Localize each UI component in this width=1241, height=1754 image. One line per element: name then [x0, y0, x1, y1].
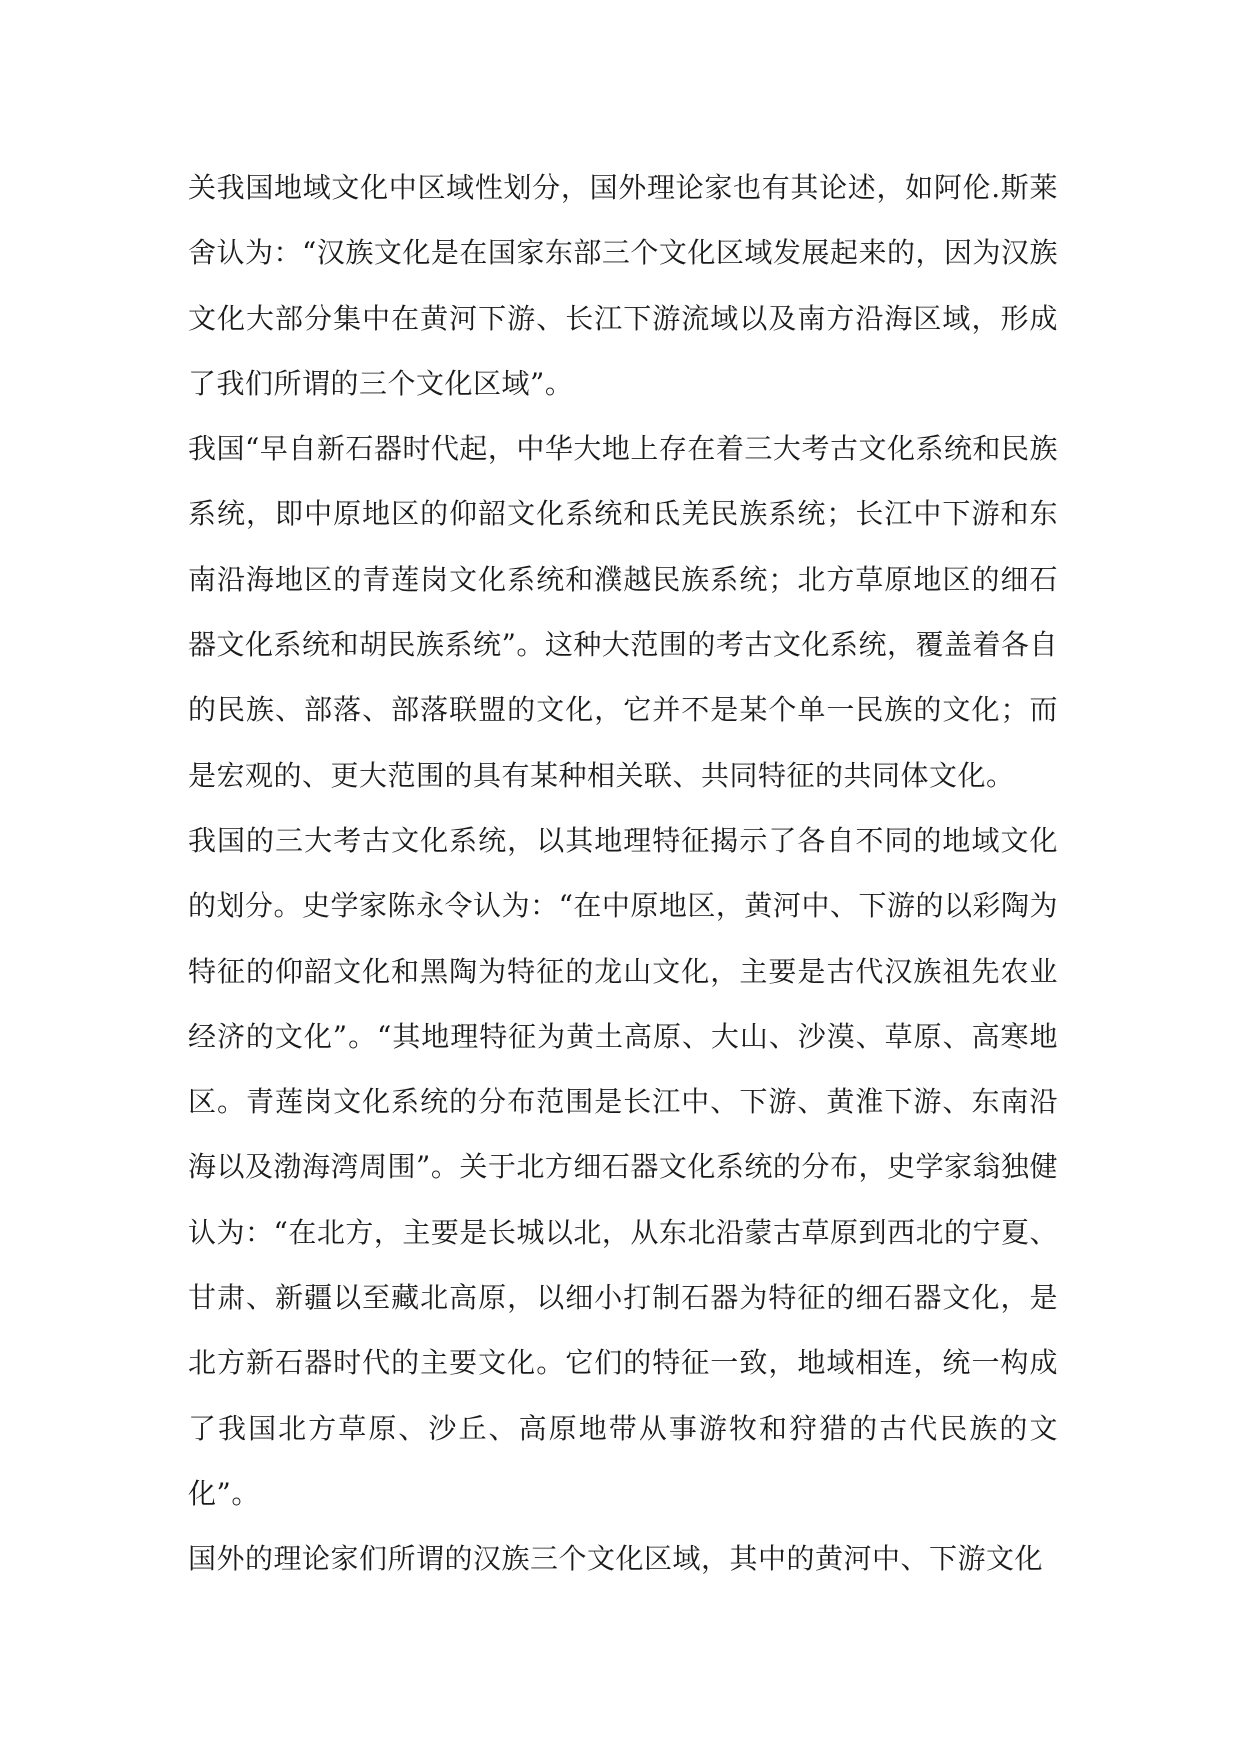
- paragraph-3: 我国的三大考古文化系统，以其地理特征揭示了各自不同的地域文化的划分。史学家陈永令认为：“在中原地区，黄河中、下游的以彩陶为特征的仰韶文化和黑陶为特征的龙山文化，主要是古代汉族祖先农业经济的文化”。“其地理特征为黄土高原、大山、沙漠、草原、高寒地区。青莲岗文化系统的分布范围是长江中、下游、黄淮下游、东南沿海以及渤海湾周围”。关于北方细石器文化系统的分布，史学家翁独健认为：“在北方，主要是长城以北，从东北沿蒙古草原到西北的宁夏、甘肃、新疆以至藏北高原，以细小打制石器为特征的细石器文化，是北方新石器时代的主要文化。它们的特征一致，地域相连，统一构成了我国北方草原、沙丘、高原地带从事游牧和狩猎的古代民族的文化”。: [188, 823, 1058, 1510]
- paragraph-2: 我国“早自新石器时代起，中华大地上存在着三大考古文化系统和民族系统，即中原地区的仰韶文化系统和氐羌民族系统；长江中下游和东南沿海地区的青莲岗文化系统和濮越民族系统；北方草原地区的细石器文化系统和胡民族系统”。这种大范围的考古文化系统，覆盖着各自的民族、部落、部落联盟的文化，它并不是某个单一民族的文化；而是宏观的、更大范围的具有某种相关联、共同特征的共同体文化。: [188, 432, 1058, 792]
- paragraph-1: 关我国地域文化中区域性划分，国外理论家也有其论述，如阿伦.斯莱舍认为：“汉族文化是在国家东部三个文化区域发展起来的，因为汉族文化大部分集中在黄河下游、长江下游流域以及南方沿海区域，形成了我们所谓的三个文化区域”。: [188, 171, 1058, 400]
- body-text: [188, 155, 1058, 1592]
- paragraph-4: 国外的理论家们所谓的汉族三个文化区域，其中的黄河中、下游文化: [188, 1542, 1044, 1576]
